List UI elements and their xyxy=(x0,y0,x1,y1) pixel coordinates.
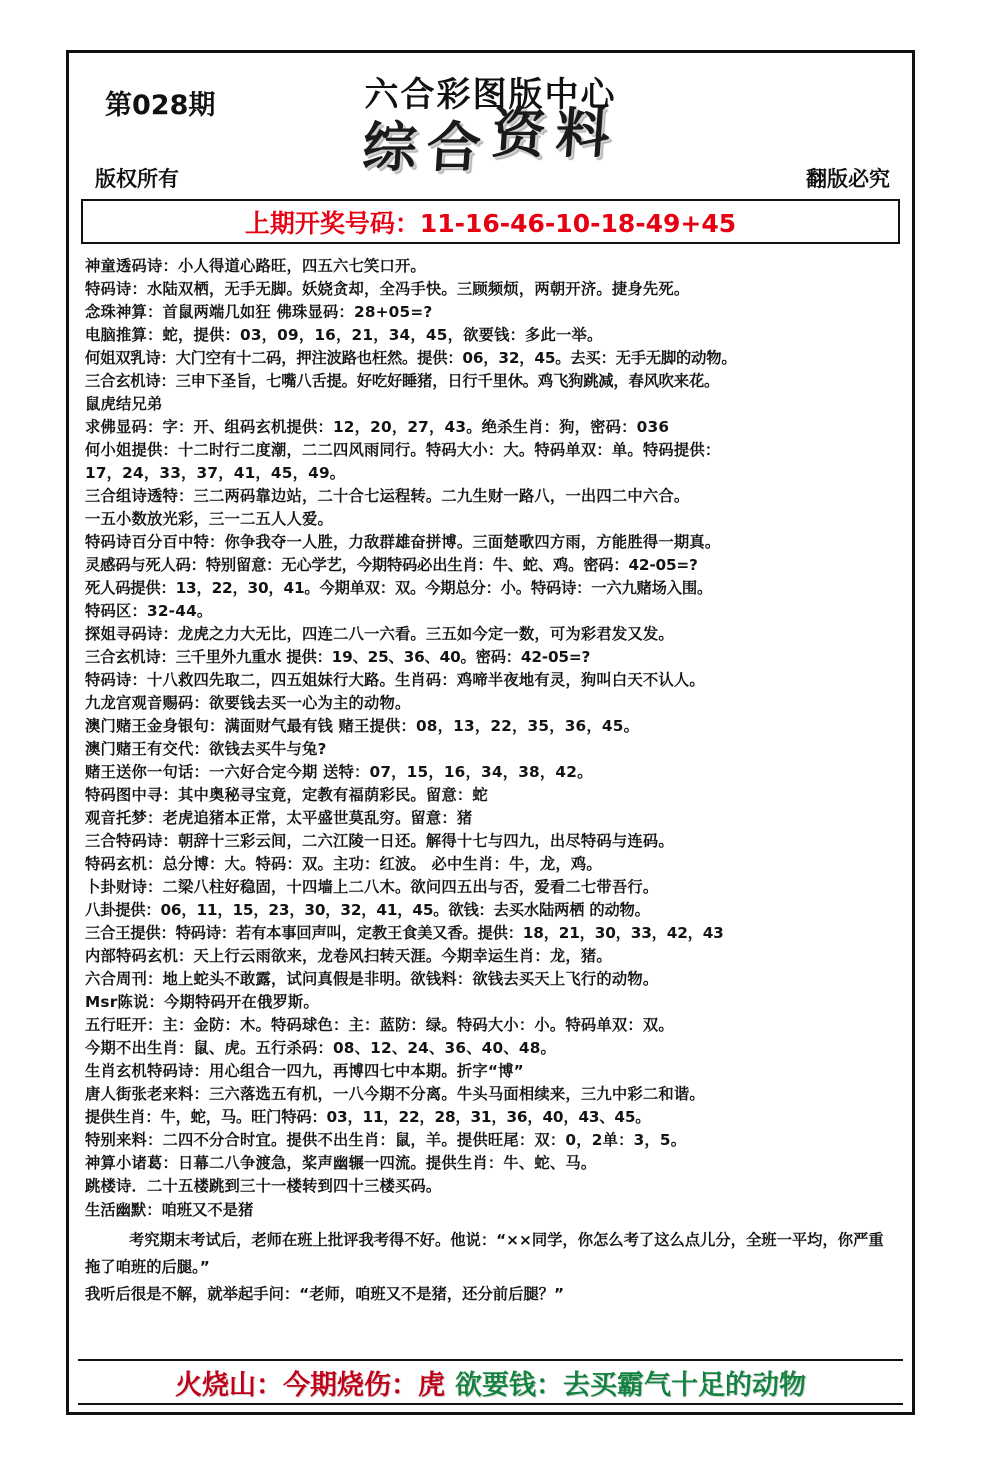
forecast-line: 求佛显码：字：开、组码玄机提供：12，20，27，43。绝杀生肖：狗，密码：036 xyxy=(85,418,670,436)
footer-banner xyxy=(78,1359,903,1405)
forecast-line: 八卦提供：06，11，15，23，30，32，41，45。欲钱：去买水陆两栖 的动物。 xyxy=(85,901,650,919)
forecast-line: 17，24，33，37，41，45，49。 xyxy=(85,464,346,482)
forecast-line: 特码区：32-44。 xyxy=(85,602,213,620)
forecast-line: 卜卦财诗：二梁八柱好稳固，十四墙上二八木。欲问四五出与否，爱看二七带吾行。 xyxy=(85,878,659,896)
forecast-line: Msr陈说：今期特码开在俄罗斯。 xyxy=(85,993,319,1011)
forecast-line: 三合王提供：特码诗：若有本事回声叫，定教王食美又香。提供：18，21，30，33，42，43 xyxy=(85,924,724,942)
joke-closing-line: 我听后很是不解，就举起手问：“老师，咱班又不是猪，还分前后腿？” xyxy=(85,1285,565,1303)
forecast-line: 唐人街张老来料：三六落选五有机，一八今期不分离。牛头马面相续来，三九中彩二和谐。 xyxy=(85,1085,705,1103)
footer-red-text: 火烧山：今期烧伤：虎 xyxy=(175,1369,445,1401)
forecast-line: 内部特码玄机：天上行云雨欲来，龙卷风扫转天涯。今期幸运生肖：龙，猪。 xyxy=(85,947,612,965)
forecast-line: 鼠虎结兄弟 xyxy=(85,395,163,413)
brand-title xyxy=(360,102,622,182)
forecast-line-list xyxy=(85,255,898,1198)
forecast-line: 六合周刊：地上蛇头不敢露，试问真假是非明。欲钱料：欲钱去买天上飞行的动物。 xyxy=(85,970,659,988)
forecast-line: 特码诗百分百中特：你争我夺一人胜，力敌群雄奋拼博。三面楚歌四方雨，方能胜得一期真。 xyxy=(85,533,721,551)
forecast-line: 赌王送你一句话：一六好合定今期 送特：07，15，16，34，38，42。 xyxy=(85,763,593,781)
issue-number: 第028期 xyxy=(105,90,216,121)
forecast-line: 死人码提供：13，22，30，41。今期单双：双。今期总分：小。特码诗：一六九赌场入围。 xyxy=(85,579,713,597)
brand-title-part2: 资料 xyxy=(488,102,622,165)
forecast-line: 三合特码诗：朝辞十三彩云间，二六江陵一日还。解得十七与四九，出尽特码与连码。 xyxy=(85,832,674,850)
forecast-line: 神童透码诗：小人得道心路旺，四五六七笑口开。 xyxy=(85,257,426,275)
forecast-line: 何姐双乳诗：大门空有十二码，押注波路也枉然。提供：06，32，45。去买：无手无脚的动物。 xyxy=(85,349,737,367)
draw-result-banner xyxy=(81,199,900,244)
forecast-line: 神算小诸葛：日幕二八争渡急，桨声幽辗一四流。提供生肖：牛、蛇、马。 xyxy=(85,1154,597,1172)
content-region xyxy=(69,244,912,1308)
joke-heading: 生活幽默：咱班又不是猪 xyxy=(85,1201,254,1219)
forecast-line: 三合组诗透特：三二两码靠边站，二十合七运程转。二九生财一路八，一出四二中六合。 xyxy=(85,487,690,505)
brand-subtitle: 六合彩图版中心 xyxy=(364,75,617,115)
forecast-line: 灵感码与死人码：特别留意：无心学艺，今期特码必出生肖：牛、蛇、鸡。密码：42-05=? xyxy=(85,556,698,574)
forecast-line: 探姐寻码诗：龙虎之力大无比，四连二八一六看。三五如今定一数，可为彩君发又发。 xyxy=(85,625,674,643)
forecast-line: 今期不出生肖：鼠、虎。五行杀码：08、12、24、36、40、48。 xyxy=(85,1039,557,1057)
poster-page xyxy=(66,50,915,1415)
forecast-line: 特码诗：水陆双栖，无手无脚。妖娆贪却，全冯手快。三顾频烦，两朝开济。捷身先死。 xyxy=(85,280,690,298)
forecast-line: 一五小数放光彩，三一二五人人爱。 xyxy=(85,510,333,528)
forecast-line: 九龙宫观音赐码：欲要钱去买一心为主的动物。 xyxy=(85,694,411,712)
forecast-line: 三合玄机诗：三千里外九重水 提供：19、25、36、40。密码：42-05=? xyxy=(85,648,591,666)
forecast-line: 三合玄机诗：三申下圣旨，七嘴八舌提。好吃好睡猪，日行千里休。鸡飞狗跳减，春风吹来花。 xyxy=(85,372,720,390)
forecast-line: 特码玄机：总分博：大。特码：双。主功：红波。 必中生肖：牛，龙，鸡。 xyxy=(85,855,602,873)
forecast-line: 提供生肖：牛，蛇，马。旺门特码：03，11，22，28，31，36，40，43、45。 xyxy=(85,1108,651,1126)
forecast-line: 五行旺开：主：金防：木。特码球色：主：蓝防：绿。特码大小：小。特码单双：双。 xyxy=(85,1016,674,1034)
forecast-line: 生肖玄机特码诗：用心组合一四九，再博四七中本期。折字“博” xyxy=(85,1062,524,1080)
brand-title-part1: 综合 xyxy=(360,116,493,179)
forecast-line: 特码诗：十八救四先取二，四五姐妹行大路。生肖码：鸡啼半夜地有灵，狗叫白天不认人。 xyxy=(85,671,705,689)
forecast-line: 跳楼诗．二十五楼跳到三十一楼转到四十三楼买码。 xyxy=(85,1177,442,1195)
forecast-line: 澳门赌王金身银句：满面财气最有钱 赌王提供：08，13，22，35，36，45。 xyxy=(85,717,640,735)
copyright-notice: 版权所有 xyxy=(95,167,179,191)
masthead xyxy=(69,53,912,199)
forecast-line: 澳门赌王有交代：欲钱去买牛与兔? xyxy=(85,740,327,758)
forecast-line: 特码图中寻：其中奥秘寻宝竟，定教有福荫彩民。留意：蛇 xyxy=(85,786,488,804)
forecast-line: 念珠神算：首鼠两端几如狂 佛珠显码：28+05=? xyxy=(85,303,433,321)
forecast-line: 何小姐提供：十二时行二度潮，二二四风雨同行。特码大小：大。特码单双：单。特码提供： xyxy=(85,441,721,459)
draw-result-text: 上期开奖号码：11-16-46-10-18-49+45 xyxy=(244,209,737,238)
forecast-line: 电脑推算：蛇，提供：03，09，16，21，34，45，欲要钱：多此一举。 xyxy=(85,326,603,344)
forecast-line: 特别来料：二四不分合时宜。提供不出生肖：鼠，羊。提供旺尾：双：0，2单：3，5。 xyxy=(85,1131,687,1149)
joke-paragraph: 考究期末考试后，老师在班上批评我考得不好。他说：“××同学，你怎么考了这么点儿分，全班一平均，你严重拖了咱班的后腿。” xyxy=(85,1231,884,1276)
footer-green-text: 欲要钱：去买霸气十足的动物 xyxy=(455,1369,806,1401)
forecast-line: 观音托梦：老虎追猪本正常，太平盛世莫乱穷。留意：猪 xyxy=(85,809,473,827)
reprint-warning: 翻版必究 xyxy=(806,167,890,191)
